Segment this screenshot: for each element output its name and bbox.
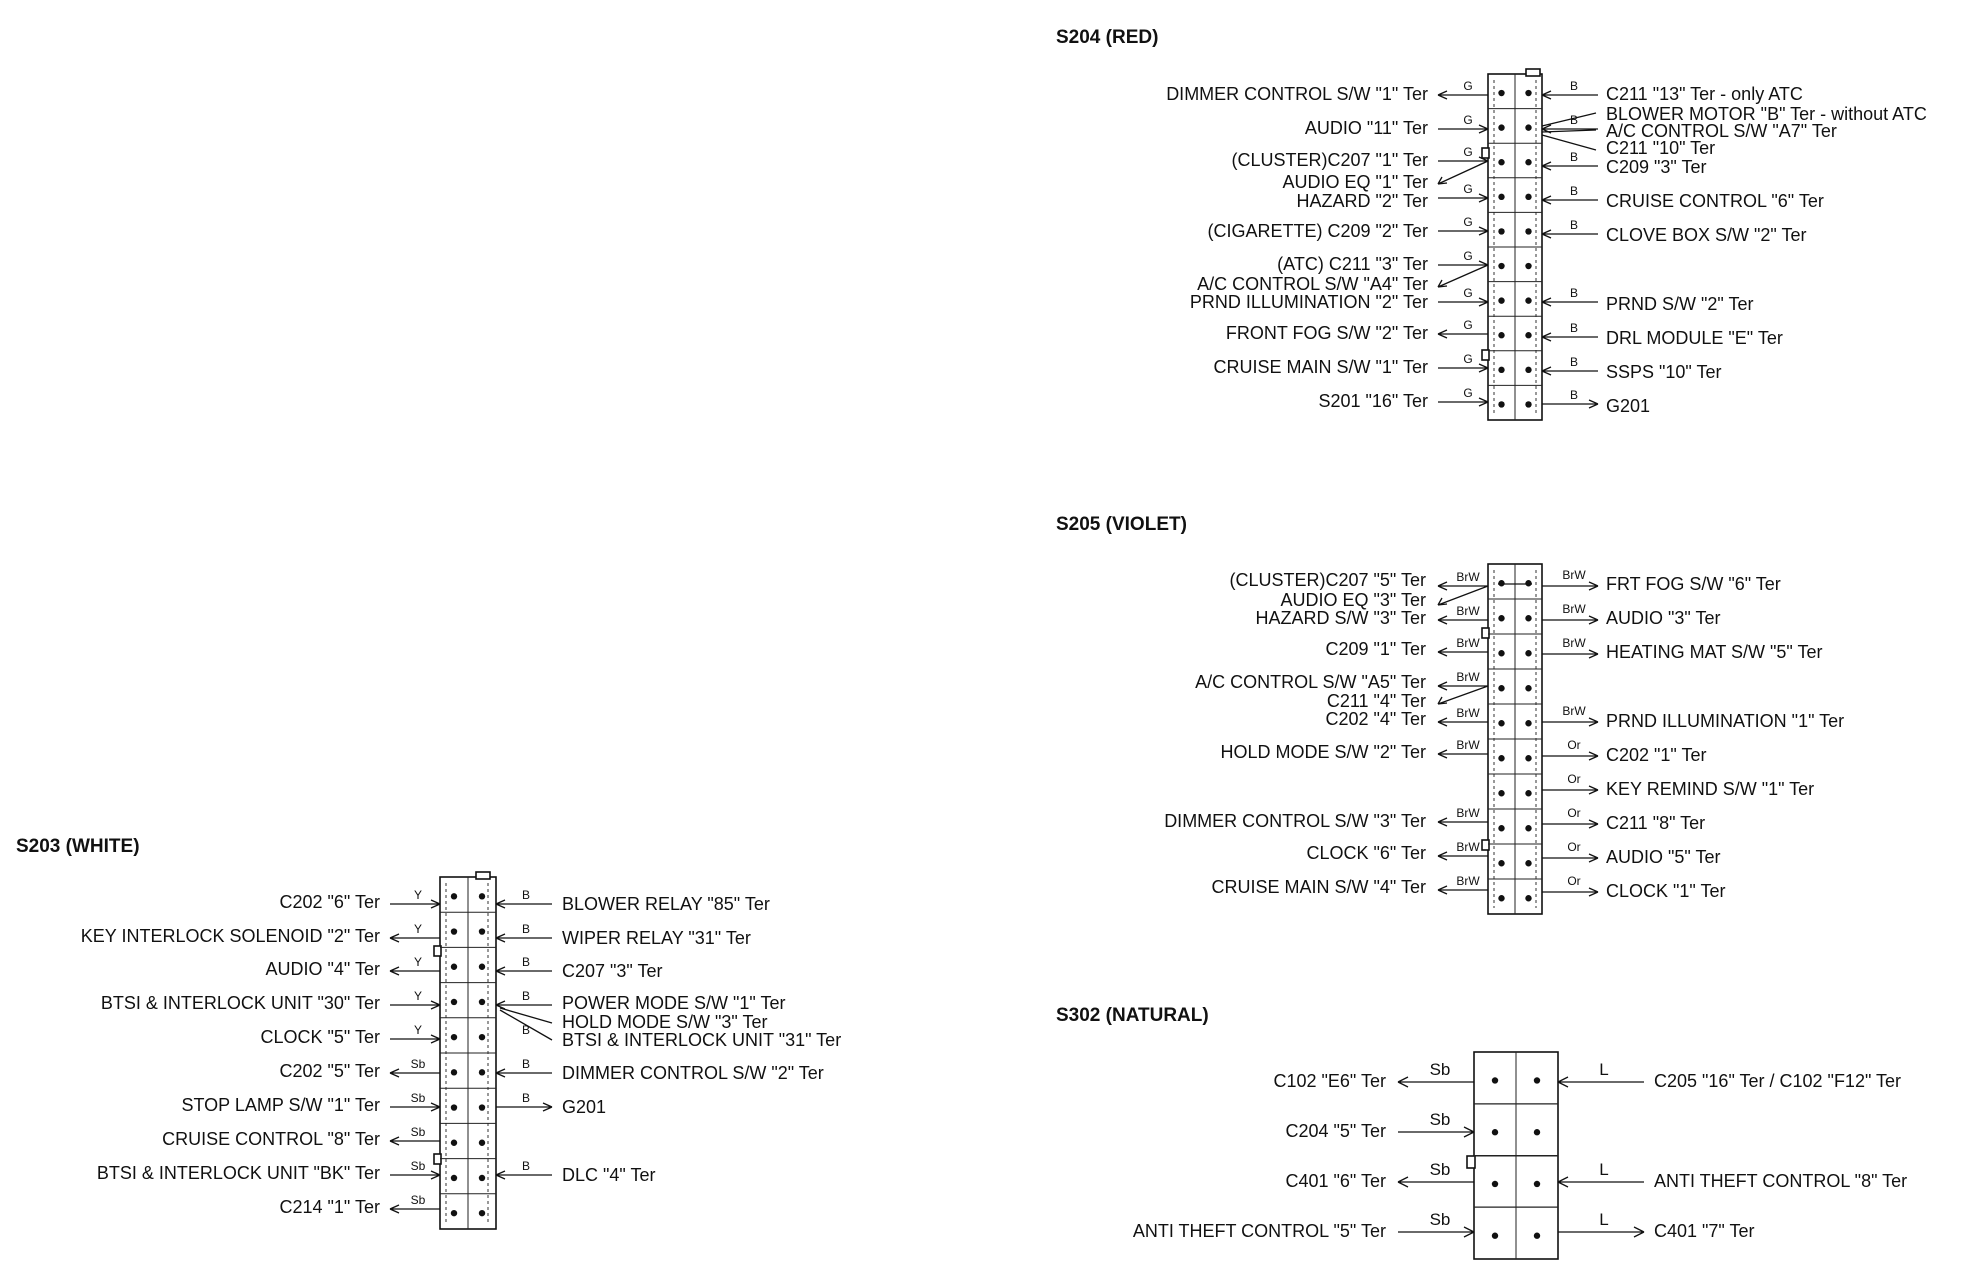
- terminal-dot: [1525, 124, 1531, 130]
- wire-color-label: Or: [1567, 738, 1581, 752]
- terminal-label: POWER MODE S/W "1" Ter: [562, 993, 786, 1013]
- terminal-dot: [1498, 615, 1504, 621]
- wire-color-label: B: [521, 888, 531, 902]
- terminal-dot: [451, 1104, 457, 1110]
- terminal-dot: [1498, 895, 1504, 901]
- terminal-label: BLOWER MOTOR "B" Ter - without ATC: [1606, 104, 1927, 124]
- terminal-dot: [479, 999, 485, 1005]
- terminal-label: (CLUSTER)C207 "5" Ter: [1229, 570, 1426, 590]
- right-labels: [1654, 1071, 1907, 1241]
- terminal-dot: [451, 1175, 457, 1181]
- terminal-dot: [1525, 297, 1531, 303]
- terminal-label: CLOCK "1" Ter: [1606, 881, 1726, 901]
- terminal-dot: [479, 1210, 485, 1216]
- left-labels: [81, 892, 380, 1217]
- wire-color-label: BrW: [1456, 840, 1480, 854]
- terminal-dot: [1525, 90, 1531, 96]
- wire-color-label: Sb: [410, 1091, 426, 1105]
- wire-color-label: G: [1463, 318, 1473, 332]
- terminal-dot: [1534, 1129, 1540, 1135]
- terminal-dot: [1525, 194, 1531, 200]
- terminal-dot: [451, 999, 457, 1005]
- terminal-label: C202 "5" Ter: [279, 1061, 380, 1081]
- terminal-label: CRUISE MAIN S/W "4" Ter: [1211, 877, 1426, 897]
- connector-title: S203 (WHITE): [16, 836, 140, 857]
- terminal-label: (CLUSTER)C207 "1" Ter: [1231, 150, 1428, 170]
- terminal-dot: [1525, 580, 1531, 586]
- right-labels: [562, 894, 841, 1185]
- wire-color-label: B: [1569, 321, 1579, 335]
- wire-color-label: Y: [413, 955, 423, 969]
- wire-color-label: L: [1599, 1160, 1609, 1179]
- right-wire-colors: [522, 888, 530, 1173]
- terminal-dot: [479, 1140, 485, 1146]
- terminal-dot: [1498, 367, 1504, 373]
- terminal-label: C211 "10" Ter: [1606, 138, 1716, 158]
- terminal-dot: [451, 1034, 457, 1040]
- terminal-label: C205 "16" Ter / C102 "F12" Ter: [1654, 1071, 1902, 1091]
- terminal-label: G201: [1606, 396, 1651, 416]
- terminal-label: C401 "6" Ter: [1285, 1171, 1386, 1191]
- terminal-label: CRUISE CONTROL "6" Ter: [1606, 191, 1824, 211]
- right-labels: [1606, 84, 1927, 416]
- wire-color-label: G: [1463, 215, 1473, 229]
- wire-color-label: BrW: [1456, 670, 1480, 684]
- wire-color-label: B: [521, 1159, 531, 1173]
- terminal-dot: [1525, 685, 1531, 691]
- terminal-dot: [1534, 1233, 1540, 1239]
- terminal-label: BTSI & INTERLOCK UNIT "30" Ter: [100, 993, 380, 1013]
- terminal-dot: [1525, 228, 1531, 234]
- wire-color-label: B: [521, 1023, 531, 1037]
- terminal-label: S201 "16" Ter: [1318, 391, 1428, 411]
- left-wire-colors: [411, 888, 426, 1207]
- terminal-dot: [479, 1104, 485, 1110]
- wire-color-label: Or: [1567, 772, 1581, 786]
- wire-color-label: G: [1463, 286, 1473, 300]
- wire-color-label: BrW: [1456, 738, 1480, 752]
- wire-color-label: Y: [413, 888, 423, 902]
- connector-title: S204 (RED): [1056, 27, 1159, 48]
- terminal-dot: [479, 1034, 485, 1040]
- terminal-dot: [451, 928, 457, 934]
- terminal-dot: [1498, 332, 1504, 338]
- wire-color-label: Or: [1567, 806, 1581, 820]
- connector-s203: [16, 836, 841, 1229]
- terminal-dot: [1525, 825, 1531, 831]
- right-wire-colors: [1570, 79, 1578, 402]
- terminal-label: ANTI THEFT CONTROL "5" Ter: [1132, 1221, 1386, 1241]
- terminal-dot: [1498, 297, 1504, 303]
- terminal-label: AUDIO "11" Ter: [1304, 118, 1428, 138]
- terminal-dot: [1498, 580, 1504, 586]
- terminal-dot: [1525, 860, 1531, 866]
- terminal-dot: [451, 893, 457, 899]
- terminal-dot: [1534, 1181, 1540, 1187]
- left-labels: [1164, 570, 1426, 897]
- wire-color-label: B: [521, 989, 531, 1003]
- terminal-label: CRUISE MAIN S/W "1" Ter: [1213, 357, 1428, 377]
- terminal-label: AUDIO "5" Ter: [1606, 847, 1721, 867]
- terminal-label: KEY INTERLOCK SOLENOID "2" Ter: [80, 926, 380, 946]
- right-wires: [496, 900, 552, 1179]
- terminal-dot: [1525, 790, 1531, 796]
- terminal-label: DRL MODULE "E" Ter: [1606, 328, 1783, 348]
- wire-color-label: Y: [413, 989, 423, 1003]
- terminal-label: PRND ILLUMINATION "1" Ter: [1606, 711, 1845, 731]
- terminal-label: HOLD MODE S/W "3" Ter: [562, 1012, 768, 1032]
- wire-color-label: B: [1569, 355, 1579, 369]
- wire-color-label: BrW: [1562, 602, 1586, 616]
- wire-color-label: B: [521, 922, 531, 936]
- connector-body: [1482, 564, 1542, 914]
- terminal-dot: [451, 1069, 457, 1075]
- terminal-label: AUDIO EQ "3" Ter: [1280, 590, 1426, 610]
- terminal-label: DIMMER CONTROL S/W "1" Ter: [1166, 84, 1428, 104]
- terminal-dot: [1498, 860, 1504, 866]
- connector-body: [434, 872, 496, 1229]
- terminal-label: A/C CONTROL S/W "A7" Ter: [1606, 121, 1837, 141]
- wire-color-label: Sb: [1429, 1060, 1451, 1079]
- terminal-label: PRND S/W "2" Ter: [1606, 294, 1754, 314]
- left-wire-colors: [1456, 570, 1480, 888]
- wire-color-label: BrW: [1456, 706, 1480, 720]
- wire-color-label: Sb: [410, 1125, 426, 1139]
- right-wire-colors: [1562, 568, 1586, 888]
- terminal-dot: [1498, 790, 1504, 796]
- terminal-label: CLOCK "5" Ter: [260, 1027, 380, 1047]
- terminal-dot: [479, 1069, 485, 1075]
- terminal-dot: [1525, 332, 1531, 338]
- terminal-dot: [1498, 401, 1504, 407]
- terminal-label: G201: [562, 1097, 607, 1117]
- terminal-dot: [1492, 1129, 1498, 1135]
- terminal-label: ANTI THEFT CONTROL "8" Ter: [1654, 1171, 1908, 1191]
- terminal-label: PRND ILLUMINATION "2" Ter: [1189, 292, 1428, 312]
- terminal-dot: [451, 1140, 457, 1146]
- terminal-dot: [1525, 755, 1531, 761]
- terminal-dot: [1498, 90, 1504, 96]
- terminal-label: (ATC) C211 "3" Ter: [1277, 254, 1428, 274]
- terminal-dot: [1525, 367, 1531, 373]
- wire-color-label: G: [1463, 145, 1473, 159]
- wire-color-label: L: [1599, 1060, 1609, 1079]
- terminal-dot: [479, 893, 485, 899]
- terminal-label: SSPS "10" Ter: [1606, 362, 1722, 382]
- wire-color-label: G: [1463, 352, 1473, 366]
- wire-color-label: Sb: [1429, 1160, 1451, 1179]
- terminal-dot: [1498, 194, 1504, 200]
- terminal-label: AUDIO "3" Ter: [1606, 608, 1721, 628]
- wire-color-label: B: [1569, 184, 1579, 198]
- connector-title: S302 (NATURAL): [1056, 1005, 1209, 1026]
- terminal-label: C209 "3" Ter: [1606, 157, 1707, 177]
- terminal-dot: [1534, 1077, 1540, 1083]
- terminal-dot: [1525, 401, 1531, 407]
- left-labels: [1166, 84, 1428, 411]
- terminal-dot: [1525, 615, 1531, 621]
- wire-color-label: BrW: [1456, 874, 1480, 888]
- connector-s204: [1056, 27, 1927, 420]
- terminal-label: KEY REMIND S/W "1" Ter: [1606, 779, 1815, 799]
- wire-color-label: G: [1463, 249, 1473, 263]
- terminal-label: A/C CONTROL S/W "A4" Ter: [1197, 274, 1428, 294]
- wire-color-label: BrW: [1562, 568, 1586, 582]
- terminal-label: DIMMER CONTROL S/W "3" Ter: [1164, 811, 1426, 831]
- wire-color-label: B: [521, 1057, 531, 1071]
- wire-color-label: G: [1463, 113, 1473, 127]
- terminal-label: C102 "E6" Ter: [1273, 1071, 1386, 1091]
- wire-color-label: BrW: [1456, 604, 1480, 618]
- terminal-dot: [479, 964, 485, 970]
- terminal-label: CRUISE CONTROL "8" Ter: [162, 1129, 380, 1149]
- terminal-label: FRT FOG S/W "6" Ter: [1606, 574, 1781, 594]
- terminal-label: BLOWER RELAY "85" Ter: [562, 894, 770, 914]
- connector-s205: [1056, 514, 1844, 914]
- terminal-dot: [1498, 263, 1504, 269]
- terminal-label: FRONT FOG S/W "2" Ter: [1225, 323, 1428, 343]
- wire-color-label: BrW: [1456, 570, 1480, 584]
- terminal-dot: [1492, 1233, 1498, 1239]
- left-wire-colors: [1430, 1060, 1451, 1229]
- terminal-dot: [479, 928, 485, 934]
- wire-color-label: B: [1569, 286, 1579, 300]
- wire-color-label: G: [1463, 79, 1473, 93]
- terminal-label: HEATING MAT S/W "5" Ter: [1606, 642, 1823, 662]
- left-labels: [1133, 1071, 1386, 1241]
- terminal-label: C214 "1" Ter: [279, 1197, 380, 1217]
- wire-color-label: Sb: [1429, 1210, 1451, 1229]
- terminal-dot: [451, 964, 457, 970]
- terminal-label: C401 "7" Ter: [1654, 1221, 1755, 1241]
- terminal-label: BTSI & INTERLOCK UNIT "BK" Ter: [96, 1163, 380, 1183]
- wire-color-label: B: [1569, 113, 1579, 127]
- left-wire-colors: [1463, 79, 1472, 400]
- connector-s302: [1056, 1005, 1907, 1259]
- terminal-label: BTSI & INTERLOCK UNIT "31" Ter: [562, 1030, 842, 1050]
- terminal-label: CLOVE BOX S/W "2" Ter: [1606, 225, 1807, 245]
- wire-color-label: Sb: [1429, 1110, 1451, 1129]
- wire-color-label: B: [1569, 388, 1579, 402]
- terminal-label: STOP LAMP S/W "1" Ter: [181, 1095, 380, 1115]
- wire-color-label: Y: [413, 922, 423, 936]
- wire-color-label: B: [1569, 218, 1579, 232]
- wire-color-label: Y: [413, 1023, 423, 1037]
- right-labels: [1606, 574, 1844, 901]
- terminal-dot: [1498, 159, 1504, 165]
- connector-title: S205 (VIOLET): [1056, 514, 1187, 535]
- terminal-label: HOLD MODE S/W "2" Ter: [1220, 742, 1426, 762]
- terminal-label: HAZARD S/W "3" Ter: [1255, 608, 1426, 628]
- terminal-label: C207 "3" Ter: [562, 961, 663, 981]
- terminal-label: (CIGARETTE) C209 "2" Ter: [1207, 221, 1428, 241]
- terminal-dot: [451, 1210, 457, 1216]
- terminal-dot: [1525, 720, 1531, 726]
- wire-color-label: B: [1569, 150, 1579, 164]
- terminal-dot: [479, 1175, 485, 1181]
- connector-body: [1482, 69, 1542, 420]
- terminal-dot: [1498, 825, 1504, 831]
- wire-color-label: BrW: [1562, 704, 1586, 718]
- terminal-dot: [1498, 124, 1504, 130]
- terminal-dot: [1492, 1077, 1498, 1083]
- terminal-label: C202 "4" Ter: [1325, 709, 1426, 729]
- terminal-dot: [1525, 159, 1531, 165]
- wire-color-label: Or: [1567, 840, 1581, 854]
- terminal-label: C204 "5" Ter: [1285, 1121, 1386, 1141]
- terminal-dot: [1498, 650, 1504, 656]
- terminal-label: AUDIO EQ "1" Ter: [1282, 172, 1428, 192]
- wire-color-label: G: [1463, 386, 1473, 400]
- terminal-label: DLC "4" Ter: [562, 1165, 656, 1185]
- terminal-label: C202 "1" Ter: [1606, 745, 1707, 765]
- wire-color-label: G: [1463, 182, 1473, 196]
- connector-body: [1467, 1052, 1558, 1259]
- terminal-dot: [1498, 755, 1504, 761]
- terminal-dot: [1525, 895, 1531, 901]
- terminal-label: C209 "1" Ter: [1325, 639, 1426, 659]
- terminal-dot: [1498, 228, 1504, 234]
- wire-color-label: BrW: [1456, 636, 1480, 650]
- wire-color-label: B: [1569, 79, 1579, 93]
- terminal-dot: [1492, 1181, 1498, 1187]
- terminal-label: C202 "6" Ter: [279, 892, 380, 912]
- wire-color-label: Or: [1567, 874, 1581, 888]
- terminal-label: C211 "8" Ter: [1606, 813, 1706, 833]
- terminal-label: DIMMER CONTROL S/W "2" Ter: [562, 1063, 824, 1083]
- wire-color-label: L: [1599, 1210, 1609, 1229]
- terminal-label: AUDIO "4" Ter: [265, 959, 380, 979]
- wire-color-label: BrW: [1456, 806, 1480, 820]
- terminal-dot: [1498, 685, 1504, 691]
- terminal-label: C211 "13" Ter - only ATC: [1606, 84, 1803, 104]
- terminal-label: C211 "4" Ter: [1326, 691, 1426, 711]
- wire-color-label: B: [521, 1091, 531, 1105]
- wire-color-label: Sb: [410, 1057, 426, 1071]
- terminal-label: CLOCK "6" Ter: [1306, 843, 1426, 863]
- wire-color-label: Sb: [410, 1193, 426, 1207]
- terminal-label: A/C CONTROL S/W "A5" Ter: [1195, 672, 1426, 692]
- wire-color-label: BrW: [1562, 636, 1586, 650]
- terminal-dot: [1525, 650, 1531, 656]
- right-wire-colors: [1599, 1060, 1608, 1229]
- wire-color-label: Sb: [410, 1159, 426, 1173]
- wire-color-label: B: [521, 955, 531, 969]
- terminal-dot: [1498, 720, 1504, 726]
- terminal-label: HAZARD "2" Ter: [1296, 191, 1428, 211]
- terminal-dot: [1525, 263, 1531, 269]
- terminal-label: WIPER RELAY "31" Ter: [562, 928, 751, 948]
